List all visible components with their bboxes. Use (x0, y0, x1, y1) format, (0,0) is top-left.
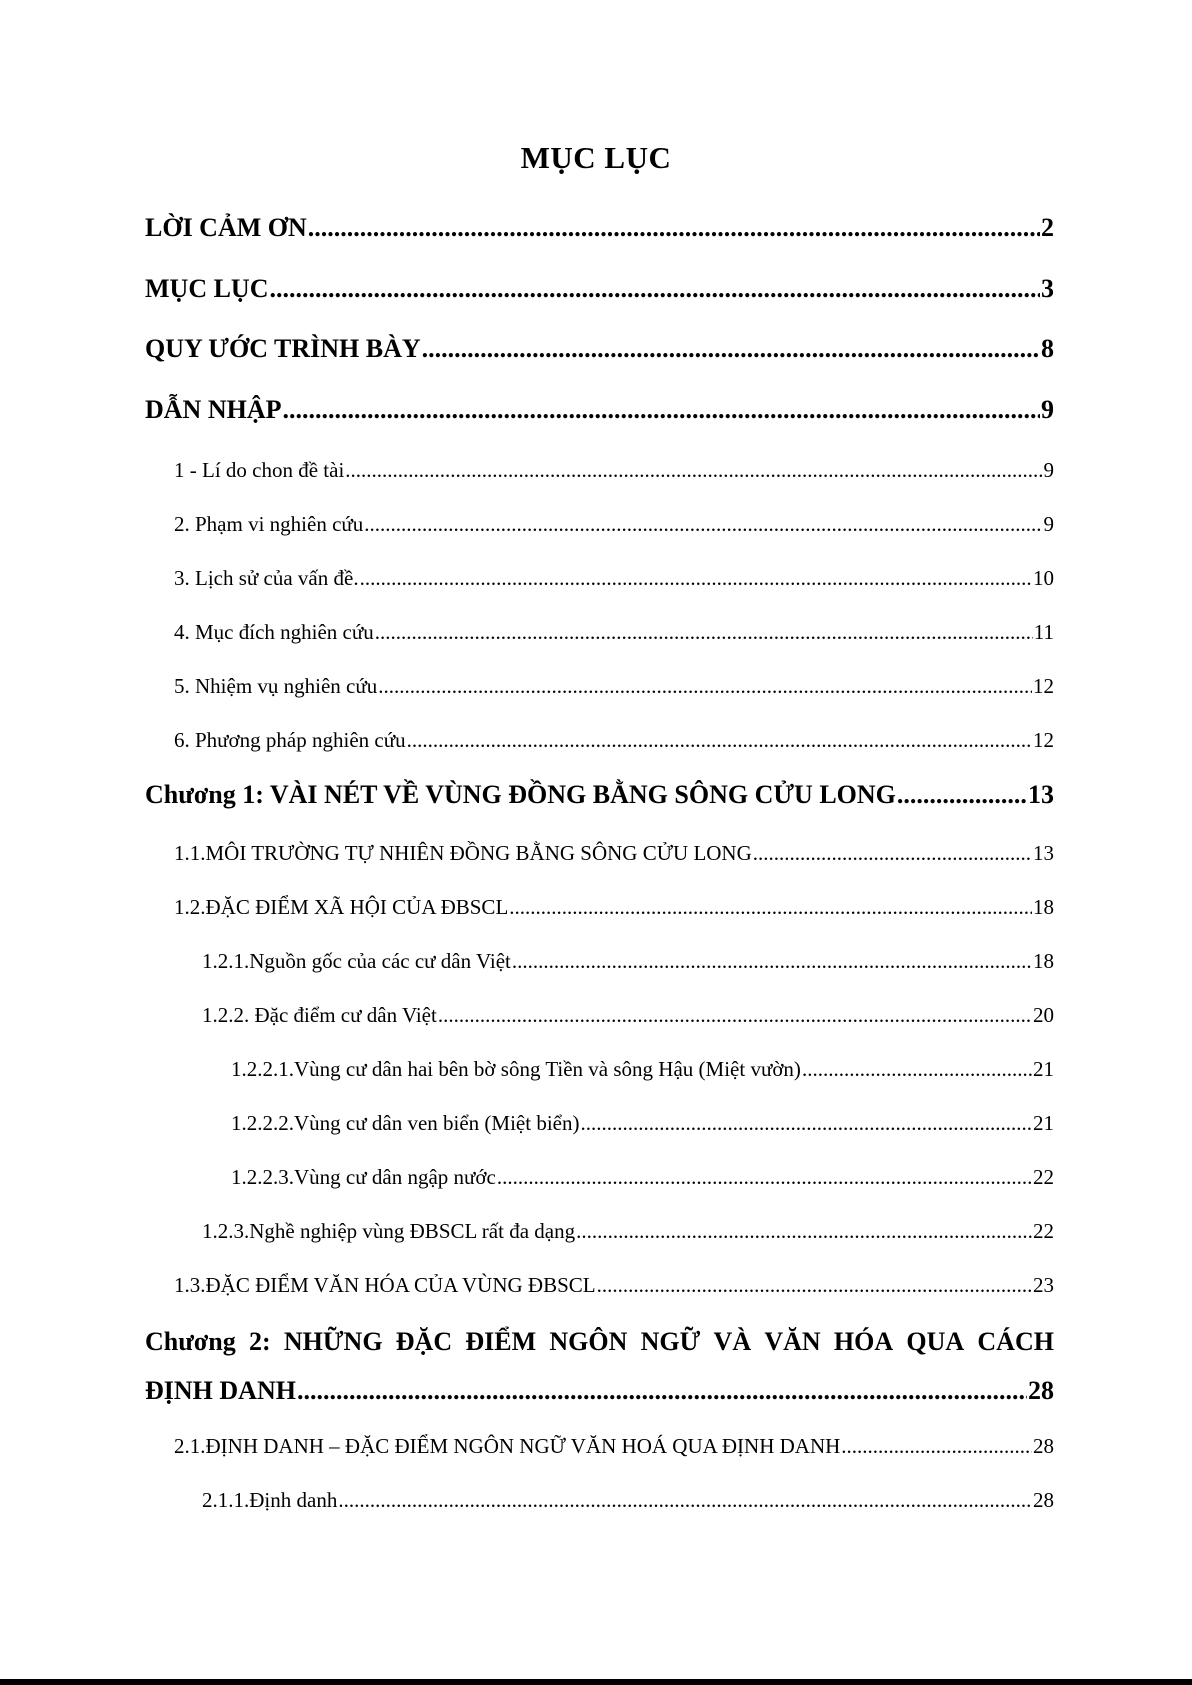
toc-entry-label: 1.1.MÔI TRƯỜNG TỰ NHIÊN ĐỒNG BẰNG SÔNG CỬU LONG (174, 841, 752, 865)
chapter-word: Chương (145, 1327, 236, 1356)
dot-leader (512, 949, 1032, 974)
chapter-word: 2: (248, 1327, 271, 1356)
bottom-edge-bar (0, 1679, 1192, 1685)
toc-entry[interactable] (174, 620, 1054, 645)
toc-entry-page: 9 (1041, 395, 1054, 424)
toc-entry-label: Chương 1: VÀI NÉT VỀ VÙNG ĐỒNG BẰNG SÔNG CỬU LONG (145, 780, 896, 809)
toc-entry-label: 6. Phương pháp nghiên cứu (174, 728, 406, 752)
toc-entry-chapter-2-cont[interactable] (145, 1376, 1054, 1406)
toc-entry-label: MỤC LỤC (145, 274, 269, 303)
toc-entry-label: 2. Phạm vi nghiên cứu (174, 512, 364, 536)
toc-entry-label: DẪN NHẬP (145, 395, 282, 424)
toc-entry[interactable] (202, 1488, 1054, 1513)
toc-entry-page: 11 (1033, 620, 1054, 644)
toc-entry-label: 1.3.ĐẶC ĐIỂM VĂN HÓA CỦA VÙNG ĐBSCL (174, 1273, 596, 1297)
toc-entry-page: 20 (1033, 1003, 1054, 1027)
toc-entry-page: 21 (1033, 1111, 1054, 1135)
toc-entry-page: 18 (1033, 949, 1054, 973)
dot-leader (422, 334, 1040, 364)
toc-entry[interactable] (174, 1434, 1054, 1459)
toc-entry-page: 22 (1033, 1165, 1054, 1189)
toc-entry-page: 9 (1043, 458, 1054, 482)
chapter-word: NGỮ (640, 1327, 701, 1356)
toc-entry-label: 1.2.2.2.Vùng cư dân ven biển (Miệt biển) (231, 1111, 580, 1135)
toc-entry-page: 22 (1033, 1219, 1054, 1243)
chapter-word: HÓA (833, 1327, 894, 1356)
toc-entry-label: 1.2.1.Nguồn gốc của các cư dân Việt (202, 949, 511, 973)
dot-leader (360, 566, 1032, 591)
toc-entry[interactable] (174, 566, 1054, 591)
dot-leader (407, 728, 1032, 753)
toc-entry-page: 3 (1041, 274, 1054, 303)
dot-leader (897, 780, 1027, 810)
page-title: MỤC LỤC (520, 140, 672, 175)
toc-entry-label: LỜI CẢM ƠN (145, 213, 307, 242)
toc-entry[interactable] (202, 1219, 1054, 1244)
toc-entry[interactable] (174, 841, 1054, 866)
toc-entry-label: 1 - Lí do chon đề tài (174, 458, 345, 482)
toc-entry[interactable] (174, 1273, 1054, 1298)
dot-leader (802, 1057, 1032, 1082)
dot-leader (338, 1488, 1032, 1513)
toc-entry-contents[interactable] (145, 274, 1054, 304)
dot-leader (753, 841, 1032, 866)
toc-entry-label: 3. Lịch sử của vấn đề. (174, 566, 359, 590)
chapter-word: QUA (906, 1327, 965, 1356)
toc-entry-label: QUY ƯỚC TRÌNH BÀY (145, 334, 421, 363)
toc-entry-chapter-1[interactable] (145, 780, 1054, 810)
chapter-word: ĐẶC (395, 1327, 453, 1356)
toc-entry-label: 1.2.2.1.Vùng cư dân hai bên bờ sông Tiền và sông Hậu (Miệt vườn) (231, 1057, 801, 1081)
toc-entry[interactable] (231, 1165, 1054, 1190)
dot-leader (497, 1165, 1032, 1190)
toc-entry-label: 2.1.1.Định danh (202, 1488, 338, 1512)
toc-entry[interactable] (202, 949, 1054, 974)
dot-leader (597, 1273, 1032, 1298)
toc-entry-label: 1.2.2.3.Vùng cư dân ngập nước (231, 1165, 496, 1189)
toc-entry-introduction[interactable] (145, 395, 1054, 425)
toc-entry[interactable] (174, 728, 1054, 753)
dot-leader (297, 1376, 1027, 1406)
dot-leader (576, 1219, 1032, 1244)
toc-entry-page: 28 (1028, 1376, 1054, 1405)
dot-leader (308, 213, 1040, 243)
toc-entry[interactable] (231, 1057, 1054, 1082)
toc-entry[interactable] (174, 895, 1054, 920)
chapter-word: NHỮNG (283, 1327, 383, 1356)
toc-entry[interactable] (231, 1111, 1054, 1136)
toc-entry-label: 4. Mục đích nghiên cứu (174, 620, 374, 644)
toc-entry[interactable] (174, 458, 1054, 483)
toc-entry-label: 1.2.3.Nghề nghiệp vùng ĐBSCL rất đa dạng (202, 1219, 576, 1243)
toc-entry-label: 5. Nhiệm vụ nghiên cứu (174, 674, 378, 698)
dot-leader (580, 1111, 1032, 1136)
dot-leader (364, 512, 1042, 537)
chapter-word: VĂN (764, 1327, 821, 1356)
toc-entry-page: 18 (1033, 895, 1054, 919)
chapter-word: ĐIỂM (465, 1327, 537, 1356)
chapter-word: VÀ (713, 1327, 752, 1356)
toc-entry[interactable] (174, 512, 1054, 537)
toc-entry-page: 28 (1033, 1488, 1054, 1512)
toc-entry-page: 2 (1041, 213, 1054, 242)
chapter-word: NGÔN (549, 1327, 628, 1356)
dot-leader (283, 395, 1041, 425)
toc-entry-page: 12 (1033, 728, 1054, 752)
dot-leader (378, 674, 1032, 699)
toc-entry-conventions[interactable] (145, 334, 1054, 364)
chapter-word: CÁCH (977, 1327, 1054, 1356)
toc-entry[interactable] (202, 1003, 1054, 1028)
toc-entry-label: ĐỊNH DANH (145, 1376, 296, 1405)
dot-leader (345, 458, 1042, 483)
toc-entry-label: 1.2.2. Đặc điểm cư dân Việt (202, 1003, 437, 1027)
toc-entry-chapter-2[interactable] (145, 1327, 1054, 1357)
dot-leader (509, 895, 1032, 920)
dot-leader (375, 620, 1033, 645)
toc-entry-page: 13 (1028, 780, 1054, 809)
toc-entry-page: 8 (1041, 334, 1054, 363)
toc-entry-page: 13 (1033, 841, 1054, 865)
dot-leader (270, 274, 1041, 304)
toc-entry-acknowledgements[interactable] (145, 213, 1054, 243)
toc-entry-page: 12 (1033, 674, 1054, 698)
toc-entry-label: 2.1.ĐỊNH DANH – ĐẶC ĐIỂM NGÔN NGỮ VĂN HOÁ QUA ĐỊNH DANH (174, 1434, 841, 1458)
dot-leader (841, 1434, 1032, 1459)
toc-entry-page: 10 (1033, 566, 1054, 590)
toc-entry-page: 28 (1033, 1434, 1054, 1458)
toc-entry-page: 21 (1033, 1057, 1054, 1081)
toc-entry[interactable] (174, 674, 1054, 699)
toc-entry-label: 1.2.ĐẶC ĐIỂM XÃ HỘI CỦA ĐBSCL (174, 895, 509, 919)
dot-leader (438, 1003, 1032, 1028)
toc-entry-page: 23 (1033, 1273, 1054, 1297)
toc-entry-page: 9 (1043, 512, 1054, 536)
